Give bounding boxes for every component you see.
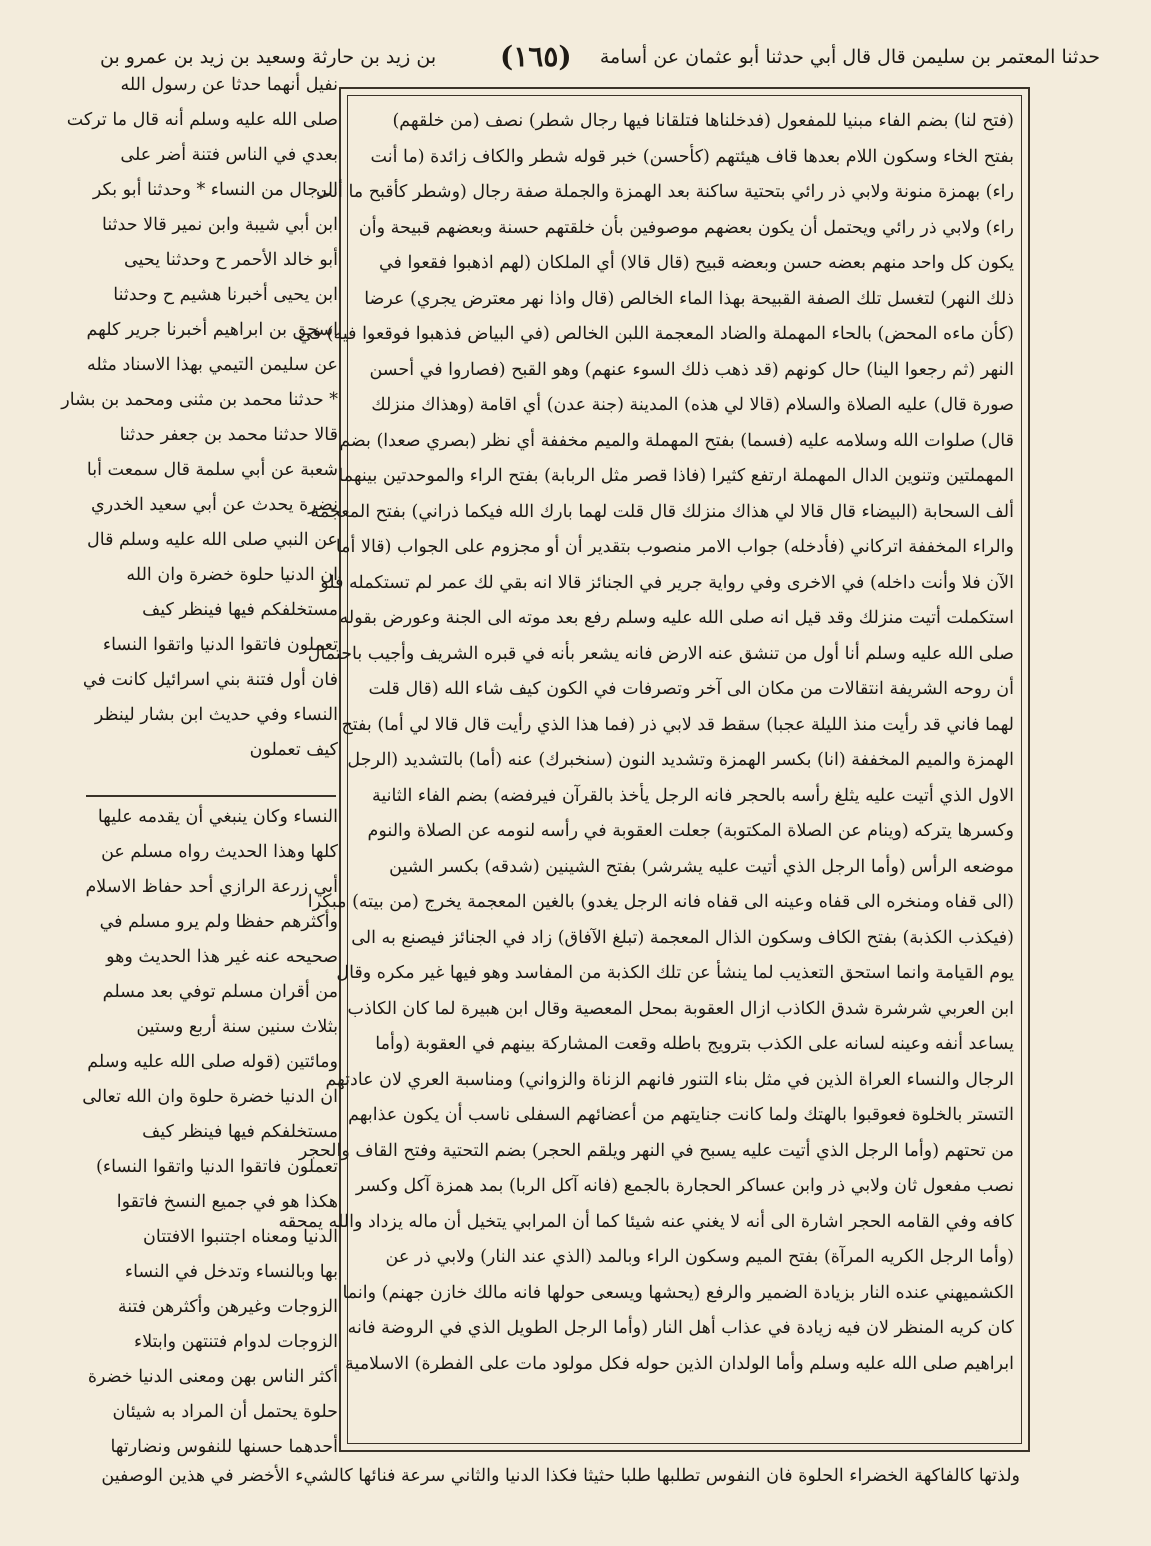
commentary-line: استكملت أتيت منزلك وقد قيل انه صلى الله عليه وسلم رفع بعد موته الى الجنة وعورض بقوله <box>339 608 1014 628</box>
commentary-line: صورة قال) عليه الصلاة والسلام (قالا لي هذه) المدينة (جنة عدن) أي اقامة (وهذاك منزلك <box>371 395 1014 415</box>
commentary-line: ابن العربي شرشرة شدق الكاذب ازال العقوبة بمحل المعصية وقال ابن هبيرة لما كان الكاذب <box>347 998 1014 1019</box>
hadith-line: بعدي في الناس فتنة أضر على <box>120 145 338 165</box>
commentary-line: كان كريه المنظر لان فيه زيادة في عذاب أهل النار (وأما الرجل الطويل الذي في الروضة فانه <box>347 1318 1014 1338</box>
commentary-line: موضعه الرأس (وأما الرجل الذي أتيت عليه يشرشر) بفتح الشينين (شدقه) بكسر الشين <box>389 856 1014 877</box>
header-running-text-right: حدثنا المعتمر بن سليمن قال قال أبي حدثنا أبو عثمان عن أسامة <box>599 46 1100 68</box>
footer-continuation-line: ولذتها كالفاكهة الخضراء الحلوة فان النفوس تطلبها طلبا حثيثا فكذا الدنيا والثاني سرعة فنائها كالشيء الأخضر في هذين الوصفين <box>101 1466 1020 1486</box>
nawawi-line: من أقران مسلم توفي بعد مسلم <box>102 982 338 1002</box>
hadith-line: تعملون فاتقوا الدنيا واتقوا النساء <box>102 635 338 655</box>
hadith-line: نفيل أنهما حدثا عن رسول الله <box>120 75 338 95</box>
commentary-line: الهمزة والميم المخففة (انا) بكسر الهمزة وتشديد النون (سنخبرك) عنه (أما) بالتشديد (الرجل <box>347 750 1014 770</box>
commentary-line: المهملتين وتنوين الدال المهملة ارتفع كثيرا (فاذا قصر مثل الربابة) بفتح الراء والموحدتين بينهما <box>338 466 1014 486</box>
commentary-line: يوم القيامة وانما استحق التعذيب لما ينشأ عن تلك الكذبة من المفاسد وهو فيها غير مكره وقال <box>336 963 1014 983</box>
commentary-line: (الى قفاه ومنخره الى قفاه وعينه الى قفاه فانه الرجل يغدو) بالغين المعجمة يخرج (من بيته) مبكرا <box>307 892 1014 912</box>
nawawi-line: ان الدنيا خضرة حلوة وان الله تعالى <box>82 1087 338 1107</box>
hadith-line: اسحق بن ابراهيم أخبرنا جرير كلهم <box>86 320 338 340</box>
commentary-line: ذلك النهر) لتغسل تلك الصفة القبيحة بهذا الماء الخالص (قال واذا نهر معترض يجري) عرضا <box>364 288 1014 309</box>
nawawi-line: تعملون فاتقوا الدنيا واتقوا النساء) <box>96 1157 338 1177</box>
commentary-line: النهر (ثم رجعوا الينا) حال كونهم (قد ذهب ذلك السوء عنهم) وهو القبح (فصاروا في أحسن <box>369 359 1014 380</box>
commentary-line: نصب مفعول ثان ولابي ذر وابن عساكر الحجارة بالجمع (فانه آكل الربا) بمد همزة آكل وكسر <box>355 1176 1014 1196</box>
commentary-line: (فتح لنا) بضم الفاء مبنيا للمفعول (فدخلناها فتلقانا فيها رجال شطر) نصف (من خلقهم) <box>392 111 1014 131</box>
commentary-line: كافه وفي القامه الحجر اشارة الى أنه لا يغني عنه شيئا كما أن المرابي يتخيل أن ماله يزداد والله يمحقه <box>278 1211 1014 1232</box>
margin-divider <box>86 795 336 797</box>
hadith-line: شعبة عن أبي سلمة قال سمعت أبا <box>86 460 338 480</box>
nawawi-line: الزوجات لدوام فتنتهن وابتلاء <box>133 1332 338 1352</box>
commentary-line: (فيكذب الكذبة) بفتح الكاف وسكون الذال المعجمة (تبلغ الآفاق) زاد في الجنائز فيصنع به الى <box>351 927 1014 948</box>
commentary-line: صلى الله عليه وسلم أنا أول من تنشق عنه الارض فانه يشعر بأنه في قبره الشريف وأجيب باحتمال <box>307 643 1014 664</box>
commentary-line: من تحتهم (وأما الرجل الذي أتيت عليه يسبح في النهر ويلقم الحجر) بضم التحتية وفتح القاف والحجر <box>298 1140 1014 1161</box>
nawawi-line: أبي زرعة الرازي أحد حفاظ الاسلام <box>85 877 338 897</box>
hadith-line: ان الدنيا حلوة خضرة وان الله <box>126 565 338 585</box>
hadith-line: صلى الله عليه وسلم أنه قال ما تركت <box>66 110 338 130</box>
hadith-line: كيف تعملون <box>249 740 338 760</box>
nawawi-line: صحيحه عنه غير هذا الحديث وهو <box>106 947 338 967</box>
nawawi-line: مستخلفكم فيها فينظر كيف <box>142 1122 338 1142</box>
hadith-line: أبو خالد الأحمر ح وحدثنا يحيى <box>124 250 338 270</box>
hadith-line: ابن أبي شيبة وابن نمير قالا حدثنا <box>102 215 338 235</box>
hadith-text-column <box>61 68 338 788</box>
commentary-line: الكشميهني عنده النار بزيادة الضمير والرفع (يحشها ويسعى حولها فانه مالك خازن جهنم) وانما <box>342 1282 1014 1303</box>
nawawi-line: الزوجات وغيرهن وأكثرهن فتنة <box>117 1297 338 1317</box>
commentary-line: بفتح الخاء وسكون اللام بعدها قاف هيئتهم (كأحسن) خبر قوله شطر والكاف زائدة (ما أنت <box>370 146 1014 167</box>
hadith-line: فان أول فتنة بني اسرائيل كانت في <box>82 670 338 690</box>
commentary-line: الرجال والنساء العراة الذين في مثل بناء التنور فانهم الزناة والزواني) ومناسبة العري لان عادتهم <box>325 1069 1014 1090</box>
hadith-line: نضرة يحدث عن أبي سعيد الخدري <box>91 495 338 515</box>
nawawi-line: حلوة يحتمل أن المراد به شيئان <box>112 1402 338 1422</box>
nawawi-line: هكذا هو في جميع النسخ فاتقوا <box>116 1192 338 1212</box>
commentary-line: يساعد أنفه وعينه لسانه على الكذب بترويج باطله وقعت المشاركة بينهم في العقوبة (وأما <box>375 1034 1014 1054</box>
commentary-line: وكسرها يتركه (وينام عن الصلاة المكتوبة) جعلت العقوبة في رأسه لنومه عن الصلاة والنوم <box>367 821 1014 841</box>
nawawi-line: ومائتين (قوله صلى الله عليه وسلم <box>87 1052 338 1072</box>
nawawi-line: بثلاث سنين سنة أربع وستين <box>136 1017 338 1037</box>
commentary-line: راء) ولابي ذر رائي ويحتمل أن يكون بعضهم موصوفين بأن خلقتهم حسنة وبعضهم قبيحة وأن <box>358 217 1014 238</box>
commentary-line: التستر بالخلوة فعوقبوا بالهتك ولما كانت جنايتهم من أعضائهم السفلى ناسب أن يكون عذابهم <box>348 1105 1014 1125</box>
commentary-line: والراء المخففة اتركاني (فأدخله) جواب الامر منصوب بتقدير أن أو مجزوم على الجواب (قالا أما <box>335 537 1014 557</box>
header-running-text-left: بن زيد بن حارثة وسعيد بن زيد بن عمرو بن <box>100 46 437 68</box>
hadith-line: * حدثنا محمد بن مثنى ومحمد بن بشار <box>61 390 338 410</box>
commentary-line: (وأما الرجل الكريه المرآة) بفتح الميم وسكون الراء وبالمد (الذي عند النار) ولابي ذر عن <box>385 1247 1014 1267</box>
nawawi-line: وأكثرهم حفظا ولم يرو مسلم في <box>99 912 338 932</box>
commentary-line: راء) بهمزة منونة ولابي ذر رائي بتحتية ساكنة بعد الهمزة والجملة صفة رجال (وشطر كأقبح ما أنت <box>315 182 1014 202</box>
page-number: (١٦٥) <box>500 40 572 73</box>
nawawi-line: الدنيا ومعناه اجتنبوا الافتتان <box>143 1227 338 1247</box>
nawawi-line: أحدهما حسنها للنفوس ونضارتها <box>110 1437 338 1457</box>
commentary-line: (كأن ماءه المحض) بالحاء المهملة والضاد المعجمة اللبن الخالص (في البياض فذهبوا فوقعوا فيه) في <box>298 324 1014 344</box>
nawawi-line: بها وبالنساء وتدخل في النساء <box>124 1262 338 1282</box>
hadith-line: عن سليمن التيمي بهذا الاسناد مثله <box>87 355 338 375</box>
hadith-line: مستخلفكم فيها فينظر كيف <box>142 600 338 620</box>
hadith-line: الرجال من النساء * وحدثنا أبو بكر <box>92 180 338 200</box>
nawawi-line: كلها وهذا الحديث رواه مسلم عن <box>101 842 338 862</box>
nawawi-commentary-column <box>76 800 338 1460</box>
commentary-line: يكون كل واحد منهم بعضه حسن وبعضه قبيح (قال قالا) أي الملكان (لهم اذهبوا فقعوا في <box>378 253 1014 273</box>
hadith-line: ابن يحيى أخبرنا هشيم ح وحدثنا <box>113 285 338 305</box>
commentary-line: قال) صلوات الله وسلامه عليه (فسما) بفتح المهملة والميم مخففة أي نظر (بصري صعدا) بضم <box>339 430 1014 451</box>
commentary-line: الاول الذي أتيت عليه يثلغ رأسه بالحجر فانه الرجل يأخذ بالقرآن فيرفضه) بضم الفاء الثانية <box>372 785 1014 806</box>
commentary-line: أن روحه الشريفة انتقالات من مكان الى آخر وتصرفات في الكون كيف شاء الله (قال قلت <box>368 679 1014 699</box>
commentary-line: ابراهيم صلى الله عليه وسلم وأما الولدان الذين حوله فكل مولود مات على الفطرة) الاسلامية <box>345 1353 1014 1374</box>
commentary-line: الآن فلا وأنت داخله) في الاخرى وفي رواية جرير في الجنائز قالا انه بقي لك عمر لم تستكمله فلو <box>320 572 1014 593</box>
nawawi-line: أكثر الناس بهن ومعنى الدنيا خضرة <box>87 1367 338 1387</box>
nawawi-line: النساء وكان ينبغي أن يقدمه عليها <box>97 807 338 827</box>
commentary-line: ألف السحابة (البيضاء قال قالا لي هذاك منزلك قال قلت لهما بارك الله فيكما ذراني) بفتح المعجمة <box>310 501 1014 522</box>
hadith-line: قالا حدثنا محمد بن جعفر حدثنا <box>119 425 338 445</box>
hadith-line: النساء وفي حديث ابن بشار لينظر <box>94 705 338 725</box>
commentary-line: لهما فاني قد رأيت منذ الليلة عجبا) سقط قد لابي ذر (فما هذا الذي رأيت قال قالا لي أما) بفتح <box>341 714 1014 735</box>
hadith-line: عن النبي صلى الله عليه وسلم قال <box>87 530 338 550</box>
